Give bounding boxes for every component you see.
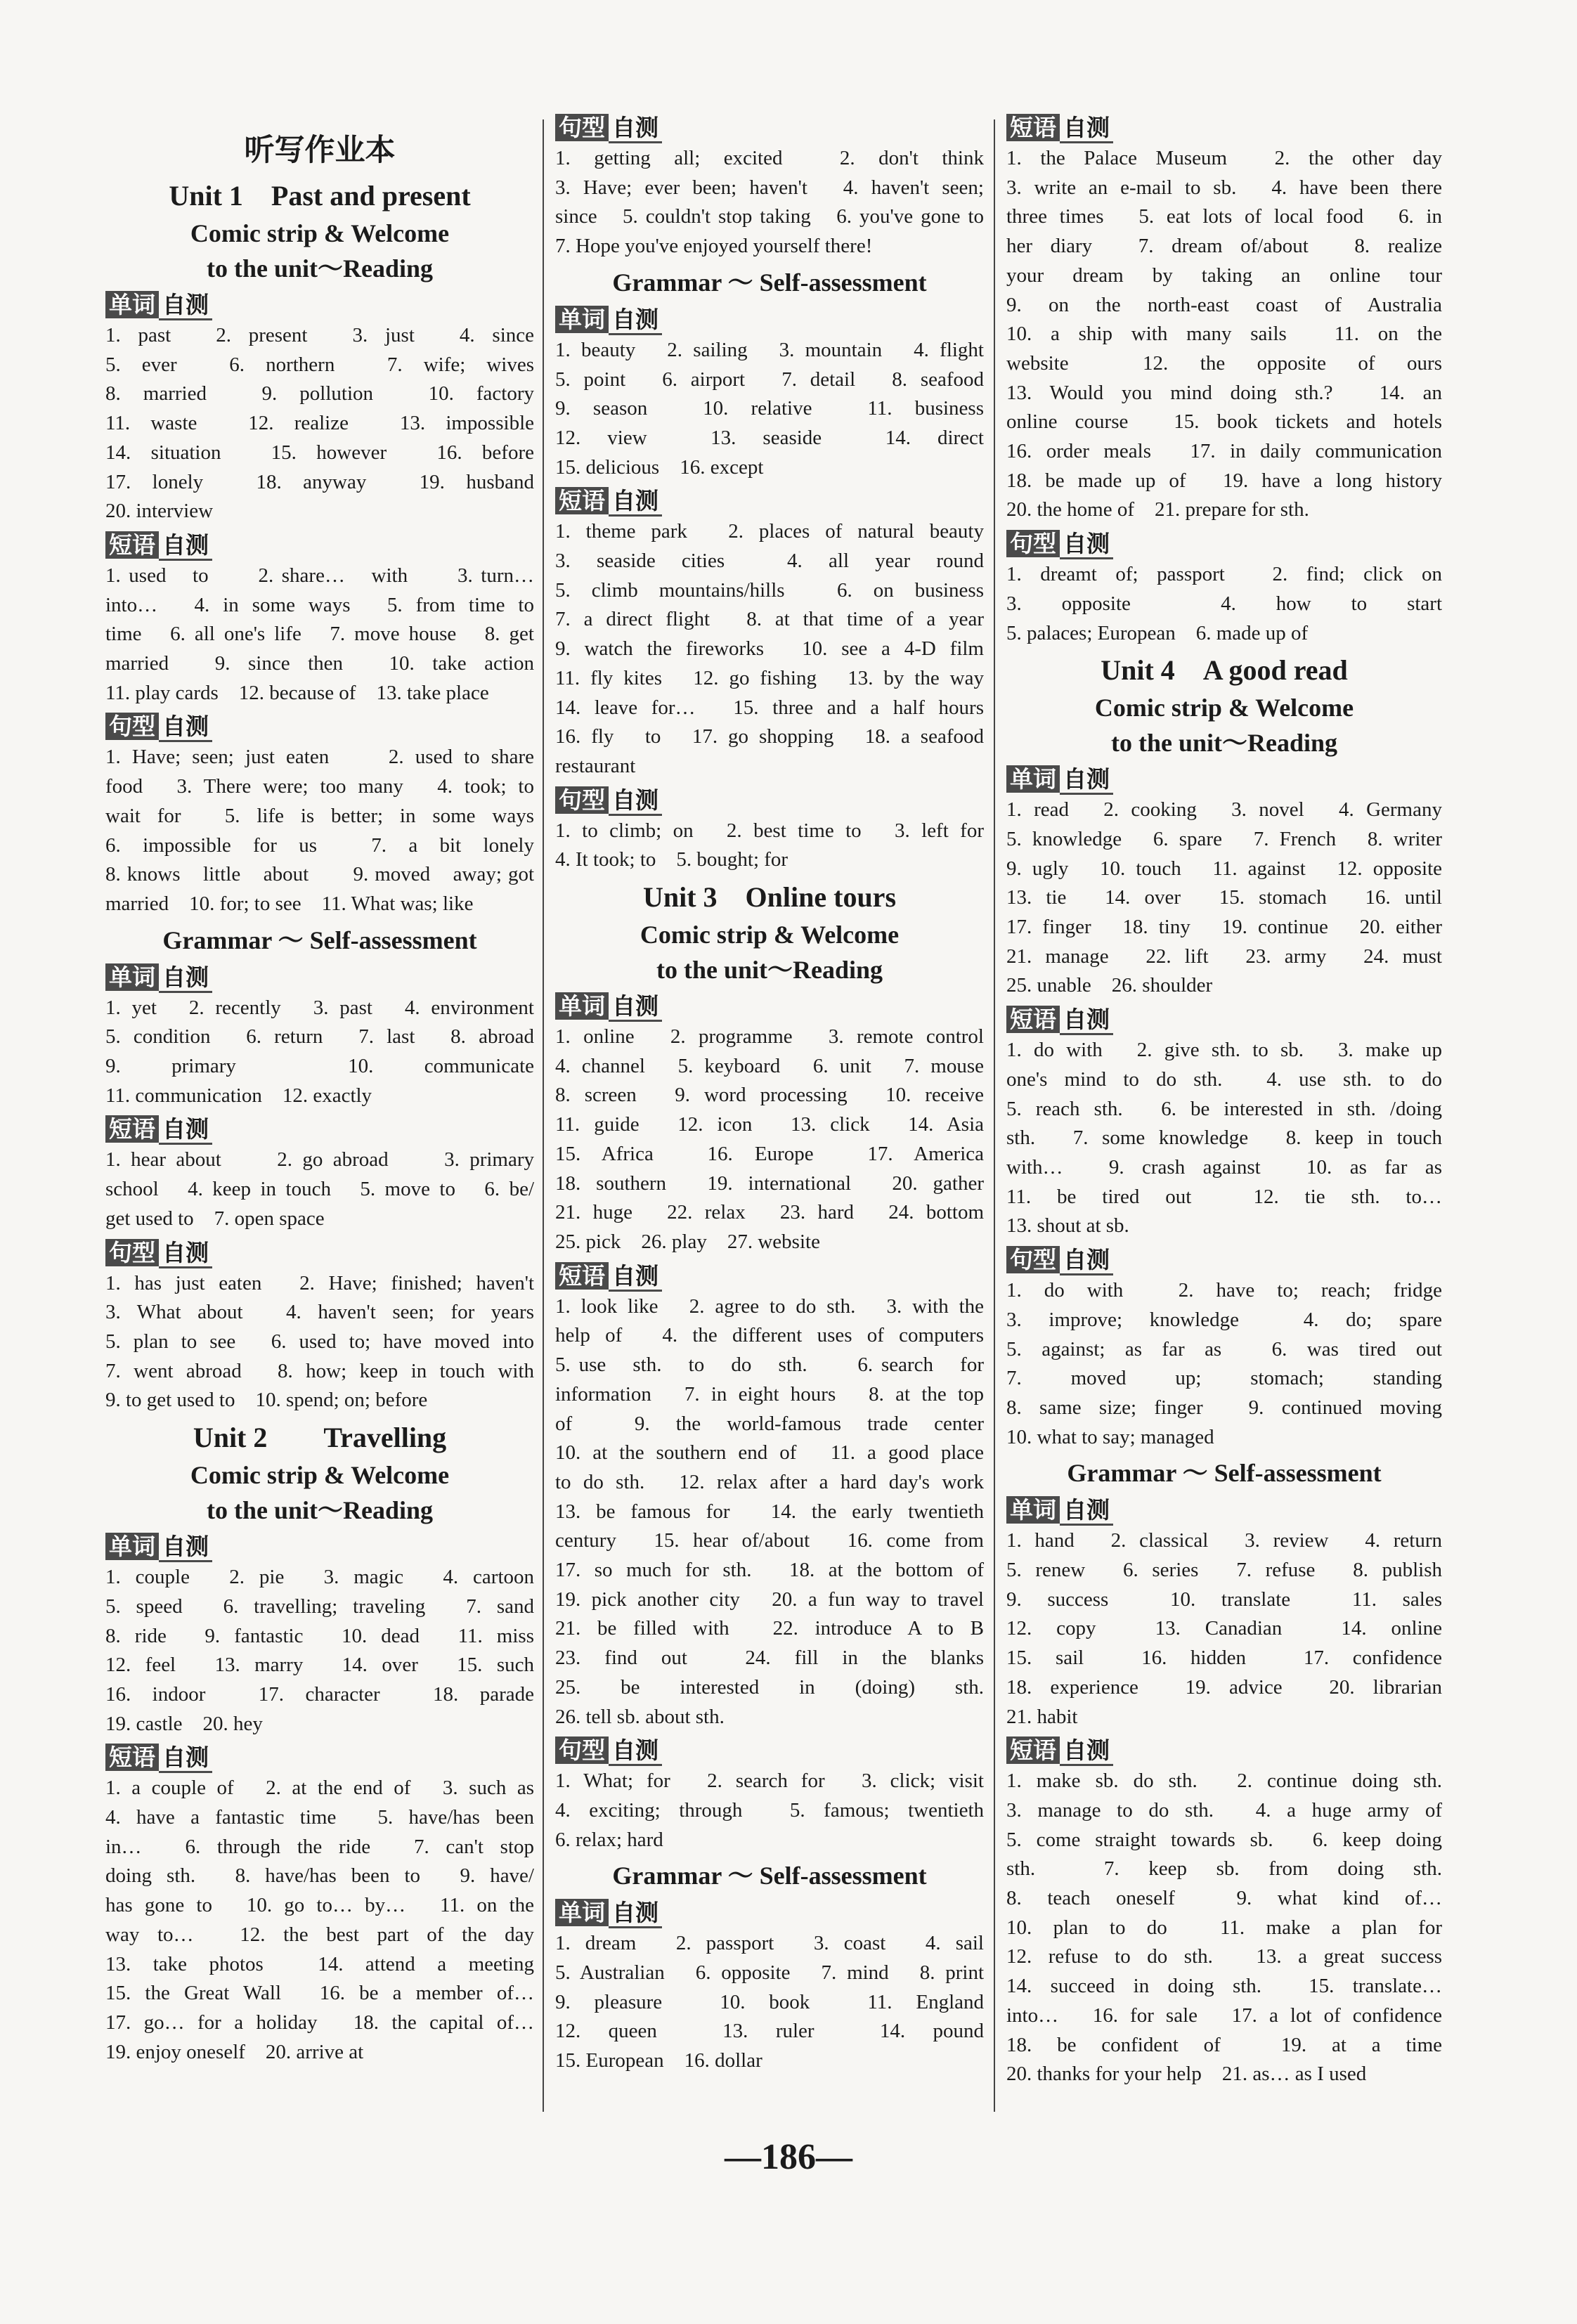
u1-words-section bbox=[105, 290, 534, 526]
answer-line: to do sth. 12. relax after a hard day's work bbox=[555, 1470, 984, 1493]
answer-line: sth. 7. some knowledge 8. keep in touch bbox=[1006, 1127, 1442, 1150]
answer-line: 3. Have; ever been; haven't 4. haven't seen; bbox=[555, 176, 984, 199]
answer-line: 5. against; as far as 6. was tired out bbox=[1006, 1337, 1442, 1361]
answer-line: 12. view 13. seaside 14. direct bbox=[555, 426, 984, 449]
section-heading: 短语 自测 bbox=[1006, 113, 1113, 143]
answer-line: 18. experience 19. advice 20. librarian bbox=[1006, 1675, 1442, 1699]
answer-line: 3. What about 4. haven't seen; for years bbox=[105, 1301, 534, 1324]
answer-line: wait for 5. life is better; in some ways bbox=[105, 804, 534, 827]
answer-line: 9. ugly 10. touch 11. against 12. opposite bbox=[1006, 857, 1442, 880]
answer-line: 10. what to say; managed bbox=[1006, 1425, 1214, 1448]
answer-line: 4. channel 5. keyboard 6. unit 7. mouse bbox=[555, 1054, 984, 1077]
answer-line: 14. leave for… 15. three and a half hours bbox=[555, 696, 984, 719]
answer-line: 4. It took; to 5. bought; for bbox=[555, 848, 788, 871]
answer-line: 9. watch the fireworks 10. see a 4-D film bbox=[555, 637, 984, 661]
answer-line: 1. do with 2. give sth. to sb. 3. make up bbox=[1006, 1039, 1442, 1062]
answer-line: 26. tell sb. about sth. bbox=[555, 1705, 725, 1728]
answer-line: 3. manage to do sth. 4. a huge army of bbox=[1006, 1798, 1442, 1822]
section-heading: 单词 自测 bbox=[555, 305, 662, 335]
answer-line: 21. habit bbox=[1006, 1705, 1078, 1728]
section-heading: 句型 自测 bbox=[555, 1736, 662, 1765]
answer-line: 17. finger 18. tiny 19. continue 20. either bbox=[1006, 916, 1442, 939]
column-1 bbox=[105, 109, 534, 2070]
answer-line: 1. What; for 2. search for 3. click; visit bbox=[555, 1770, 984, 1793]
answer-line: 11. fly kites 12. go fishing 13. by the way bbox=[555, 666, 984, 689]
section-heading: 句型 自测 bbox=[555, 786, 662, 815]
u4-grammar-title: Grammar ～ Self-assessment bbox=[1067, 1459, 1382, 1488]
answer-line: 1. yet 2. recently 3. past 4. environment bbox=[105, 996, 534, 1019]
u2-phrases-section bbox=[105, 1743, 534, 2067]
u3-grammar-title: Grammar ～ Self-assessment bbox=[612, 1862, 927, 1890]
answer-line: 5. Australian 6. opposite 7. mind 8. print bbox=[555, 1961, 984, 1985]
answer-line: 8. teach oneself 9. what kind of… bbox=[1006, 1887, 1442, 1910]
answer-line: doing sth. 8. have/has been to 9. have/ bbox=[105, 1864, 534, 1888]
answer-line: 21. manage 22. lift 23. army 24. must bbox=[1006, 944, 1442, 968]
answer-line: 6. relax; hard bbox=[555, 1828, 663, 1851]
answer-line: 13. be famous for 14. the early twentieth bbox=[555, 1500, 984, 1523]
u4-sentences-section bbox=[1006, 1245, 1442, 1452]
answer-line: get used to 7. open space bbox=[105, 1207, 325, 1230]
u4-grammar-phrases-section bbox=[1006, 1736, 1442, 2089]
answer-line: sth. 7. keep sb. from doing sth. bbox=[1006, 1857, 1442, 1881]
answer-line: in… 6. through the ride 7. can't stop bbox=[105, 1835, 534, 1858]
section-heading: 单词 自测 bbox=[105, 963, 212, 992]
answer-line: 1. hear about 2. go abroad 3. primary bbox=[105, 1148, 534, 1171]
answer-line: food 3. There were; too many 4. took; to bbox=[105, 775, 534, 798]
answer-line: 1. make sb. do sth. 2. continue doing sth. bbox=[1006, 1770, 1442, 1793]
u4-grammar-words-section bbox=[1006, 1495, 1442, 1732]
answer-line: 17. go… for a holiday 18. the capital of… bbox=[105, 2011, 534, 2034]
u1-grammar-words-section bbox=[105, 963, 534, 1111]
answer-line: 13. tie 14. over 15. stomach 16. until bbox=[1006, 886, 1442, 909]
answer-line: three times 5. eat lots of local food 6. in bbox=[1006, 205, 1442, 228]
u3-words-section bbox=[555, 992, 984, 1257]
section-heading: 句型 自测 bbox=[105, 1238, 212, 1268]
answer-line: 18. be made up of 19. have a long history bbox=[1006, 469, 1442, 492]
answer-line: 18. be confident of 19. at a time bbox=[1006, 2033, 1442, 2056]
answer-line: school 4. keep in touch 5. move to 6. be/ bbox=[105, 1178, 534, 1201]
u4-words-section bbox=[1006, 765, 1442, 1001]
column-3 bbox=[1006, 109, 1442, 2092]
answer-line: 1. theme park 2. places of natural beauty bbox=[555, 520, 984, 543]
answer-line: 12. copy 13. Canadian 14. online bbox=[1006, 1617, 1442, 1640]
section-heading: 单词 自测 bbox=[555, 1898, 662, 1928]
answer-line: 7. went abroad 8. how; keep in touch with bbox=[105, 1359, 534, 1382]
answer-line: 25. be interested in (doing) sth. bbox=[555, 1675, 984, 1699]
unit-2-subtitle-2: to the unit～Reading bbox=[206, 1496, 434, 1525]
answer-line: 1. used to 2. share… with 3. turn… bbox=[105, 564, 534, 587]
unit-4-subtitle-2: to the unit～Reading bbox=[1110, 729, 1338, 758]
answer-line: 5. point 6. airport 7. detail 8. seafood bbox=[555, 368, 984, 391]
answer-line: into… 16. for sale 17. a lot of confidence bbox=[1006, 2004, 1442, 2027]
u1-grammar-phrases-section bbox=[105, 1115, 534, 1233]
answer-line: 14. succeed in doing sth. 15. translate… bbox=[1006, 1975, 1442, 1998]
answer-line: since 5. couldn't stop taking 6. you've gone to bbox=[555, 205, 984, 228]
unit-1-title: Unit 1 Past and present bbox=[169, 180, 471, 212]
answer-line: 10. a ship with many sails 11. on the bbox=[1006, 323, 1442, 346]
unit-2-subtitle-1: Comic strip & Welcome bbox=[190, 1461, 450, 1490]
answer-line: 13. take photos 14. attend a meeting bbox=[105, 1952, 534, 1975]
answer-line: 1. look like 2. agree to do sth. 3. with the bbox=[555, 1294, 984, 1318]
section-heading: 短语 自测 bbox=[105, 1743, 212, 1772]
answer-line: 1. read 2. cooking 3. novel 4. Germany bbox=[1006, 798, 1442, 822]
answer-line: 1. dream 2. passport 3. coast 4. sail bbox=[555, 1932, 984, 1955]
answer-line: 5. speed 6. travelling; traveling 7. sand bbox=[105, 1595, 534, 1618]
answer-line: 1. getting all; excited 2. don't think bbox=[555, 147, 984, 169]
answer-line: 11. communication 12. exactly bbox=[105, 1084, 372, 1107]
answer-line: 7. a direct flight 8. at that time of a year bbox=[555, 608, 984, 631]
page-title: 听写作业本 bbox=[244, 133, 396, 168]
answer-line: 4. exciting; through 5. famous; twentieth bbox=[555, 1798, 984, 1822]
unit-4-title: Unit 4 A good read bbox=[1101, 654, 1348, 687]
u2-grammar-sentences-section bbox=[555, 786, 984, 875]
answer-line: 15. Africa 16. Europe 17. America bbox=[555, 1142, 984, 1165]
answer-line: time 6. all one's life 7. move house 8. get bbox=[105, 623, 534, 646]
answer-line: 7. moved up; stomach; standing bbox=[1006, 1367, 1442, 1390]
answer-line: 16. fly to 17. go shopping 18. a seafood bbox=[555, 725, 984, 748]
answer-line: 5. condition 6. return 7. last 8. abroad bbox=[105, 1025, 534, 1049]
answer-line: 1. has just eaten 2. Have; finished; haven't bbox=[105, 1271, 534, 1294]
answer-line: 23. find out 24. fill in the blanks bbox=[555, 1647, 984, 1670]
answer-line: 15. delicious 16. except bbox=[555, 455, 764, 479]
answer-line: 1. couple 2. pie 3. magic 4. cartoon bbox=[105, 1566, 534, 1589]
answer-line: century 15. hear of/about 16. come from bbox=[555, 1529, 984, 1552]
section-heading: 句型 自测 bbox=[105, 712, 212, 741]
section-heading: 短语 自测 bbox=[1006, 1005, 1113, 1034]
column-divider-right bbox=[994, 119, 995, 2112]
answer-line: 3. improve; knowledge 4. do; spare bbox=[1006, 1308, 1442, 1331]
answer-line: 9. success 10. translate 11. sales bbox=[1006, 1588, 1442, 1611]
answer-line: 4. have a fantastic time 5. have/has been bbox=[105, 1806, 534, 1829]
answer-line: 5. use sth. to do sth. 6. search for bbox=[555, 1353, 984, 1377]
u1-phrases-section bbox=[105, 531, 534, 708]
answer-line: 8. screen 9. word processing 10. receive bbox=[555, 1084, 984, 1107]
answer-line: your dream by taking an online tour bbox=[1006, 264, 1442, 287]
section-heading: 单词 自测 bbox=[105, 1532, 212, 1562]
section-heading: 短语 自测 bbox=[555, 486, 662, 516]
u2-grammar-title: Grammar ～ Self-assessment bbox=[612, 268, 927, 297]
answer-line: way to… 12. the best part of the day bbox=[105, 1923, 534, 1946]
section-heading: 短语 自测 bbox=[105, 1115, 212, 1144]
unit-1-subtitle-1: Comic strip & Welcome bbox=[190, 219, 450, 247]
u1-sentences-section bbox=[105, 712, 534, 918]
answer-line: 13. Would you mind doing sth.? 14. an bbox=[1006, 381, 1442, 404]
answer-line: 8. ride 9. fantastic 10. dead 11. miss bbox=[105, 1624, 534, 1647]
answer-line: 9. pleasure 10. book 11. England bbox=[555, 1990, 984, 2013]
answer-line: 21. huge 22. relax 23. hard 24. bottom bbox=[555, 1201, 984, 1224]
answer-line: 15. the Great Wall 16. be a member of… bbox=[105, 1982, 534, 2005]
answer-line: online course 15. book tickets and hotels bbox=[1006, 410, 1442, 434]
answer-line: 12. refuse to do sth. 13. a great success bbox=[1006, 1945, 1442, 1968]
u2-sentences-section bbox=[555, 113, 984, 261]
answer-line: 1. past 2. present 3. just 4. since bbox=[105, 324, 534, 346]
answer-line: 6. impossible for us 7. a bit lonely bbox=[105, 833, 534, 857]
section-heading: 短语 自测 bbox=[1006, 1736, 1113, 1765]
u4-phrases-section bbox=[1006, 1005, 1442, 1241]
answer-line: 1. beauty 2. sailing 3. mountain 4. flight bbox=[555, 338, 984, 361]
section-heading: 单词 自测 bbox=[555, 992, 662, 1021]
u2-words-section bbox=[105, 1532, 534, 1739]
answer-line: 1. to climb; on 2. best time to 3. left for bbox=[555, 819, 984, 842]
answer-line: 25. pick 26. play 27. website bbox=[555, 1230, 820, 1253]
answer-line: 1. do with 2. have to; reach; fridge bbox=[1006, 1279, 1442, 1302]
answer-line: 19. enjoy oneself 20. arrive at bbox=[105, 2040, 364, 2063]
answer-line: 17. lonely 18. anyway 19. husband bbox=[105, 470, 534, 493]
answer-line: 5. ever 6. northern 7. wife; wives bbox=[105, 353, 534, 376]
section-heading: 句型 自测 bbox=[1006, 1245, 1113, 1275]
unit-2-title: Unit 2 Travelling bbox=[193, 1422, 447, 1454]
answer-line: 19. pick another city 20. a fun way to travel bbox=[555, 1588, 984, 1611]
answer-line: 1. Have; seen; just eaten 2. used to share bbox=[105, 746, 534, 769]
unit-1-subtitle-2: to the unit～Reading bbox=[206, 254, 434, 283]
u2-grammar-words-section bbox=[555, 305, 984, 483]
answer-line: 11. be tired out 12. tie sth. to… bbox=[1006, 1185, 1442, 1208]
answer-line: one's mind to do sth. 4. use sth. to do bbox=[1006, 1067, 1442, 1091]
answer-line: 9. primary 10. communicate bbox=[105, 1055, 534, 1078]
answer-line: 5. reach sth. 6. be interested in sth. /doing bbox=[1006, 1097, 1442, 1120]
u3-phrases-section bbox=[555, 1261, 984, 1732]
answer-line: married 10. for; to see 11. What was; like bbox=[105, 892, 474, 915]
u2-grammar-phrases-section bbox=[555, 486, 984, 781]
answer-line: website 12. the opposite of ours bbox=[1006, 351, 1442, 375]
answer-line: 10. at the southern end of 11. a good place bbox=[555, 1441, 984, 1465]
answer-line: of 9. the world-famous trade center bbox=[555, 1412, 984, 1435]
answer-line: 1. the Palace Museum 2. the other day bbox=[1006, 147, 1442, 169]
answer-line: 11. waste 12. realize 13. impossible bbox=[105, 412, 534, 435]
unit-4-subtitle-1: Comic strip & Welcome bbox=[1094, 694, 1354, 722]
column-2 bbox=[555, 109, 984, 2079]
answer-line: 11. play cards 12. because of 13. take place bbox=[105, 681, 489, 704]
answer-line: help of 4. the different uses of computers bbox=[555, 1324, 984, 1347]
answer-line: 20. thanks for your help 21. as… as I used bbox=[1006, 2063, 1367, 2086]
answer-line: 20. interview bbox=[105, 500, 214, 523]
answer-line: 8. married 9. pollution 10. factory bbox=[105, 382, 534, 405]
answer-line: information 7. in eight hours 8. at the top bbox=[555, 1382, 984, 1406]
answer-line: 17. so much for sth. 18. at the bottom of bbox=[555, 1559, 984, 1582]
section-heading: 句型 自测 bbox=[555, 113, 662, 143]
section-heading: 单词 自测 bbox=[105, 290, 212, 320]
answer-line: 1. dreamt of; passport 2. find; click on bbox=[1006, 563, 1442, 586]
answer-line: 9. on the north-east coast of Australia bbox=[1006, 293, 1442, 316]
answer-line: 25. unable 26. shoulder bbox=[1006, 974, 1213, 997]
answer-line: 3. opposite 4. how to start bbox=[1006, 592, 1442, 615]
answer-line: her diary 7. dream of/about 8. realize bbox=[1006, 235, 1442, 258]
answer-line: 5. come straight towards sb. 6. keep doing bbox=[1006, 1828, 1442, 1851]
answer-line: 12. feel 13. marry 14. over 15. such bbox=[105, 1654, 534, 1677]
answer-line: 13. shout at sb. bbox=[1006, 1214, 1129, 1238]
answer-line: 20. the home of 21. prepare for sth. bbox=[1006, 498, 1309, 521]
answer-line: with… 9. crash against 10. as far as bbox=[1006, 1155, 1442, 1179]
section-heading: 短语 自测 bbox=[105, 531, 212, 560]
unit-3-subtitle-2: to the unit～Reading bbox=[656, 956, 883, 985]
answer-line: 5. climb mountains/hills 6. on business bbox=[555, 578, 984, 602]
answer-line: has gone to 10. go to… by… 11. on the bbox=[105, 1894, 534, 1917]
answer-line: 3. write an e-mail to sb. 4. have been there bbox=[1006, 176, 1442, 199]
answer-line: 16. indoor 17. character 18. parade bbox=[105, 1682, 534, 1706]
answer-line: 15. European 16. dollar bbox=[555, 2049, 762, 2072]
unit-3-title: Unit 3 Online tours bbox=[642, 881, 897, 914]
answer-line: restaurant bbox=[555, 754, 636, 777]
column-divider-left bbox=[543, 119, 544, 2112]
section-heading: 单词 自测 bbox=[1006, 1495, 1113, 1525]
section-heading: 句型 自测 bbox=[1006, 529, 1113, 559]
answer-line: married 9. since then 10. take action bbox=[105, 652, 534, 675]
answer-line: 5. knowledge 6. spare 7. French 8. writer bbox=[1006, 827, 1442, 850]
u3-grammar-phrases-section bbox=[1006, 113, 1442, 525]
u1-grammar-title: Grammar ～ Self-assessment bbox=[162, 926, 477, 954]
answer-line: 1. a couple of 2. at the end of 3. such as bbox=[105, 1777, 534, 1800]
answer-line: 18. southern 19. international 20. gather bbox=[555, 1171, 984, 1195]
answer-line: 14. situation 15. however 16. before bbox=[105, 441, 534, 464]
answer-line: into… 4. in some ways 5. from time to bbox=[105, 593, 534, 616]
answer-line: 8. knows little about 9. moved away; got bbox=[105, 863, 534, 886]
section-heading: 短语 自测 bbox=[555, 1261, 662, 1291]
answer-line: 1. online 2. programme 3. remote control bbox=[555, 1025, 984, 1049]
answer-line: 21. be filled with 22. introduce A to B bbox=[555, 1617, 984, 1640]
section-heading: 单词 自测 bbox=[1006, 765, 1113, 794]
page-number: —186— bbox=[725, 2137, 852, 2177]
u3-sentences-section bbox=[555, 1736, 984, 1855]
u3-grammar-sentences-section bbox=[1006, 529, 1442, 648]
answer-line: 5. renew 6. series 7. refuse 8. publish bbox=[1006, 1559, 1442, 1582]
answer-line: 10. plan to do 11. make a plan for bbox=[1006, 1916, 1442, 1939]
answer-line: 15. sail 16. hidden 17. confidence bbox=[1006, 1647, 1442, 1670]
answer-line: 5. palaces; European 6. made up of bbox=[1006, 621, 1309, 644]
answer-line: 7. Hope you've enjoyed yourself there! bbox=[555, 235, 873, 258]
answer-line: 5. plan to see 6. used to; have moved into bbox=[105, 1330, 534, 1353]
answer-line: 16. order meals 17. in daily communication bbox=[1006, 440, 1442, 463]
answer-line: 8. same size; finger 9. continued moving bbox=[1006, 1396, 1442, 1419]
answer-line: 19. castle 20. hey bbox=[105, 1712, 263, 1735]
answer-line: 1. hand 2. classical 3. review 4. return bbox=[1006, 1529, 1442, 1552]
answer-line: 9. to get used to 10. spend; on; before bbox=[105, 1389, 428, 1412]
u3-grammar-words-section bbox=[555, 1898, 984, 2076]
answer-line: 12. queen 13. ruler 14. pound bbox=[555, 2020, 984, 2043]
unit-3-subtitle-1: Comic strip & Welcome bbox=[640, 921, 900, 949]
u1-grammar-sentences-section bbox=[105, 1238, 534, 1416]
answer-line: 11. guide 12. icon 13. click 14. Asia bbox=[555, 1113, 984, 1136]
answer-line: 3. seaside cities 4. all year round bbox=[555, 550, 984, 573]
answer-line: 9. season 10. relative 11. business bbox=[555, 397, 984, 420]
